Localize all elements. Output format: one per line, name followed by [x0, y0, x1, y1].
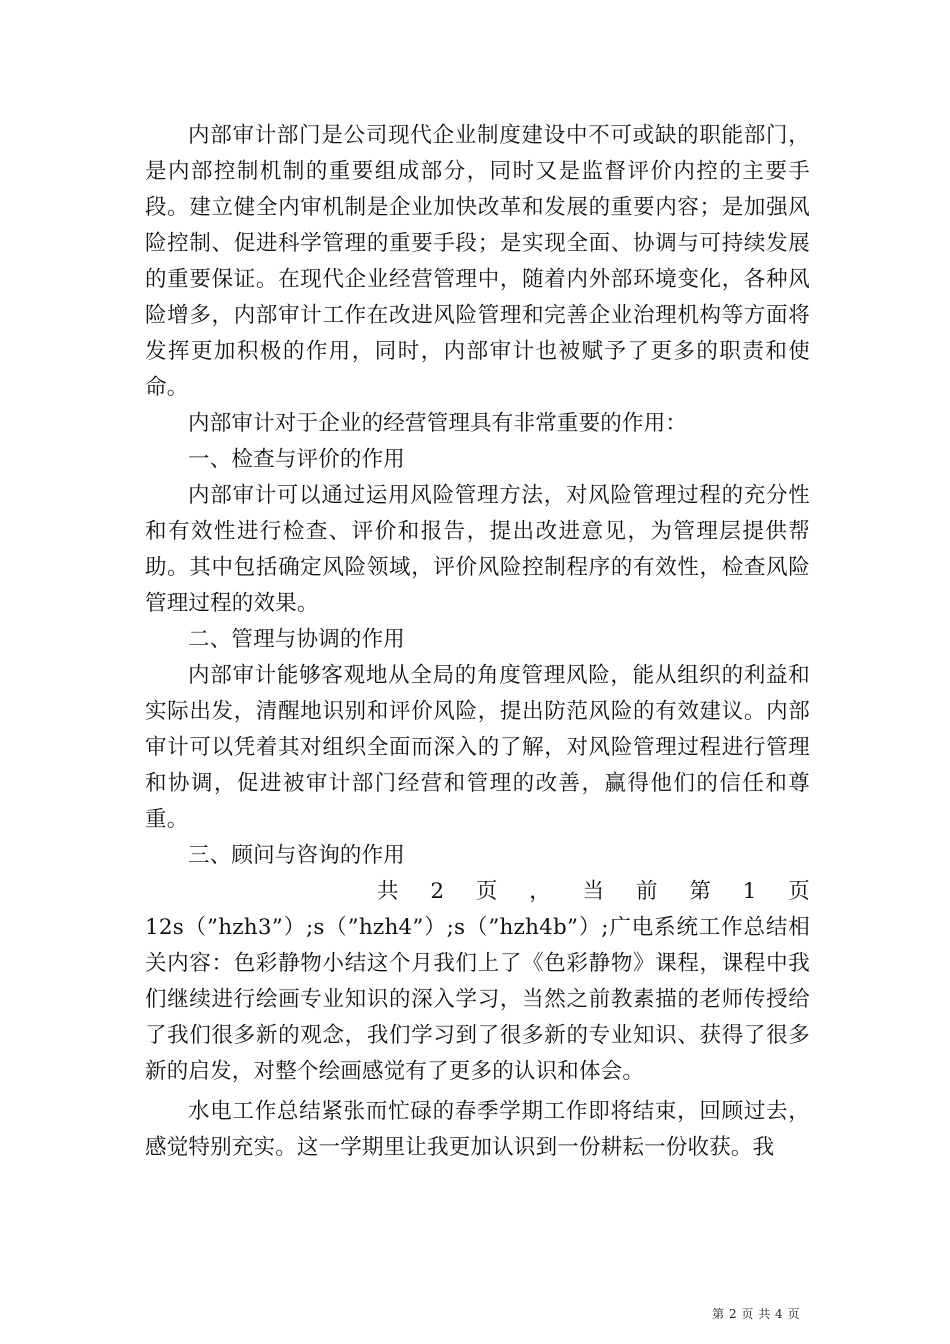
page-counter-part: 1 — [742, 879, 757, 904]
page-footer: 第 2 页 共 4 页 — [712, 1307, 800, 1321]
document-body — [145, 118, 810, 1166]
page-counter-part: 页 — [788, 879, 810, 904]
section-heading-2: 二、管理与协调的作用 — [188, 627, 406, 652]
paragraph-role-summary: 内部审计对于企业的经营管理具有非常重要的作用： — [188, 411, 688, 436]
page-counter-part: 当 — [582, 879, 605, 904]
section-heading-3: 三、顾问与咨询的作用 — [188, 843, 406, 868]
page-counter-part: 共 — [377, 879, 399, 904]
page-counter-part: 第 — [689, 879, 712, 904]
inline-page-counter — [145, 874, 810, 910]
paragraph-appended-1: 12s（”hzh3”）;s（”hzh4”）;s（”hzh4b”）;广电系统工作总结相关内容：色彩静物小结这个月我们上了《色彩静物》课程，课程中我们继续进行绘画专业知识的深入学习，当然之前教素描的老师传授给了我们很多新的观念，我们学习到了很多新的专业知识、获得了很多新的启发，对整个绘画感觉有了更多的认识和体会。 — [145, 915, 810, 1084]
section-heading-1: 一、检查与评价的作用 — [188, 447, 406, 472]
paragraph-section-2: 内部审计能够客观地从全局的角度管理风险，能从组织的利益和实际出发，清醒地识别和评价风险，提出防范风险的有效建议。内部审计可以凭着其对组织全面而深入的了解，对风险管理过程进行管理和协调，促进被审计部门经营和管理的改善，赢得他们的信任和尊重。 — [145, 663, 810, 832]
page-counter-part: 2 — [430, 879, 445, 904]
paragraph-intro: 内部审计部门是公司现代企业制度建设中不可或缺的职能部门，是内部控制机制的重要组成部分，同时又是监督评价内控的主要手段。建立健全内审机制是企业加快改革和发展的重要内容；是加强风险控制、促进科学管理的重要手段；是实现全面、协调与可持续发展的重要保证。在现代企业经营管理中，随着内外部环境变化，各种风险增多，内部审计工作在改进风险管理和完善企业治理机构等方面将发挥更加积极的作用，同时，内部审计也被赋予了更多的职责和使命。 — [145, 123, 810, 400]
page-counter-part: 页 — [475, 879, 498, 904]
page-counter-part: 前 — [635, 879, 658, 904]
page-counter-part: ， — [529, 879, 551, 904]
paragraph-section-1: 内部审计可以通过运用风险管理方法，对风险管理过程的充分性和有效性进行检查、评价和报告，提出改进意见，为管理层提供帮助。其中包括确定风险领域，评价风险控制程序的有效性，检查风险管理过程的效果。 — [145, 483, 810, 616]
paragraph-appended-2: 水电工作总结紧张而忙碌的春季学期工作即将结束，回顾过去，感觉特别充实。这一学期里让我更加认识到一份耕耘一份收获。我 — [145, 1099, 810, 1160]
